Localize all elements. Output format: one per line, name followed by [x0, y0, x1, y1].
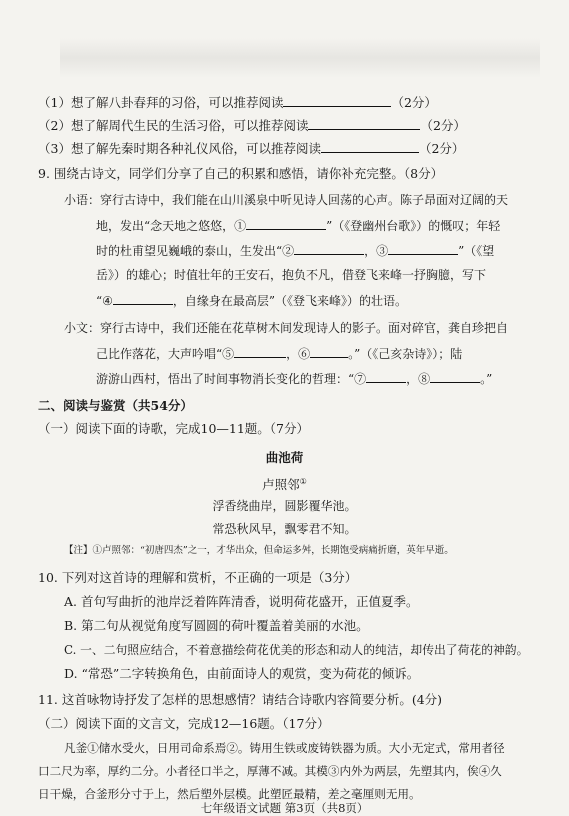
answer-blank-2[interactable]	[294, 242, 364, 255]
poem-line-1: 浮香绕曲岸，圆影覆华池。	[212, 499, 357, 513]
text: ，⑧	[406, 372, 431, 386]
q8-item-1-text: （1）想了解八卦春拜的习俗，可以推荐阅读	[38, 95, 284, 110]
page-footer: 七年级语文试题 第3页（共8页）	[200, 801, 369, 815]
answer-blank-5[interactable]	[234, 345, 286, 358]
passage-line-2: 口二尺为率，厚约二分。小者径口半之，厚薄不减。其模③内外为两层，先塑其内，俟④久	[38, 764, 502, 778]
q9-xiaowen-line-3	[96, 370, 492, 387]
poem-line-2: 常恐秋风早，飘零君不知。	[212, 522, 357, 536]
q8-item-3	[38, 140, 464, 157]
text: 地，发出“念天地之悠悠，①	[96, 219, 247, 233]
q10-option-d[interactable]: D. “常恐”二字转换角色，由前面诗人的观赏，变为荷花的倾诉。	[64, 666, 420, 681]
passage-line-3: 日干燥，合釜形分寸于上，然后塑外层模。此塑匠最精，差之毫厘则无用。	[38, 787, 421, 801]
poem-title: 曲池荷	[265, 450, 304, 465]
text: ，③	[364, 244, 389, 258]
answer-blank-7[interactable]	[366, 370, 406, 383]
poem-note: 【注】①卢照邻：“初唐四杰”之一，才华出众，但命运多舛，长期饱受病痛折磨，英年早逝。	[64, 545, 454, 556]
text: “④	[96, 294, 113, 308]
q9-xiaoyu-line-2	[96, 217, 500, 234]
score: （2分）	[420, 118, 466, 133]
section-2-sub1: （一）阅读下面的诗歌，完成10—11题。（7分）	[38, 421, 310, 436]
text: ，⑥	[286, 347, 311, 361]
answer-blank-4[interactable]	[113, 292, 173, 305]
score: （2分）	[391, 95, 437, 110]
q10-option-b[interactable]: B. 第二句从视觉角度写圆圆的荷叶覆盖着美丽的水池。	[64, 618, 369, 633]
text: 。”（《己亥杂诗》）；陆	[348, 347, 463, 361]
q9-title: 9. 围绕古诗文，同学们分享了自己的积累和感悟，请你补充完整。（8分）	[38, 166, 444, 181]
answer-blank-1[interactable]	[246, 217, 326, 230]
q8-item-1	[38, 94, 437, 111]
poem-author-name: 卢照邻	[262, 477, 300, 493]
q8-item-3-text: （3）想了解先秦时期各种礼仪风俗，可以推荐阅读	[38, 141, 321, 156]
poem-author	[0, 474, 569, 493]
poem-author-note-mark: ①	[299, 477, 307, 486]
q9-xiaoyu-line-1: 小语：穿行古诗中，我们能在山川溪泉中听见诗人回荡的心声。陈子昂面对辽阔的天	[64, 193, 509, 207]
answer-blank[interactable]	[321, 140, 419, 153]
section-2-heading: 二、阅读与鉴赏（共54分）	[38, 398, 193, 413]
score: （2分）	[418, 141, 465, 156]
q9-xiaoyu-line-5	[96, 292, 407, 309]
q8-item-2	[38, 117, 466, 134]
q9-xiaowen-line-1: 小文：穿行古诗中，我们还能在花草树木间发现诗人的影子。面对碎官，龚自珍把自	[64, 321, 509, 335]
q9-xiaoyu-line-4: 岳》）的雄心；时值壮年的王安石，抱负不凡，借登飞来峰一抒胸臆，写下	[96, 268, 487, 282]
text: 游游山西村，悟出了时间事物消长变化的哲理：“⑦	[96, 372, 367, 386]
answer-blank[interactable]	[283, 94, 391, 107]
answer-blank[interactable]	[308, 117, 420, 130]
text: ，自缘身在最高层”（《登飞来峰》）的壮语。	[172, 294, 408, 308]
q11-stem: 11. 这首咏物诗抒发了怎样的思想感情？请结合诗歌内容简要分析。(4分)	[38, 692, 443, 707]
q9-xiaoyu-line-3	[96, 242, 494, 259]
q9-xiaowen-line-2	[96, 345, 462, 362]
text: ”（《登幽州台歌》）的慨叹；年轻	[326, 219, 501, 233]
text: 己比作落花，大声吟唱“⑤	[96, 347, 235, 361]
answer-blank-8[interactable]	[430, 370, 480, 383]
scan-smear	[60, 38, 540, 78]
passage-line-1: 凡釜①储水受火，日用司命系焉②。铸用生铁或废铸铁器为质。大小无定式，常用者径	[64, 741, 505, 755]
text: 时的杜甫望见巍峨的泰山，生发出“②	[96, 244, 295, 258]
q8-item-2-text: （2）想了解周代生民的生活习俗，可以推荐阅读	[38, 118, 309, 133]
q10-option-c[interactable]: C. 一、二句照应结合，不着意描绘荷花优美的形态和动人的纯洁，却传出了荷花的神韵。	[64, 643, 529, 657]
text: ”（《望	[458, 244, 495, 258]
text: 。”	[480, 372, 493, 386]
sub2-heading: （二）阅读下面的文言文，完成12—16题。（17分）	[38, 716, 330, 731]
q10-option-a[interactable]: A. 首句写曲折的池岸泛着阵阵清香，说明荷花盛开，正值夏季。	[64, 594, 419, 609]
answer-blank-3[interactable]	[388, 242, 458, 255]
answer-blank-6[interactable]	[310, 345, 348, 358]
q10-stem: 10. 下列对这首诗的理解和赏析，不正确的一项是（3分）	[38, 570, 358, 585]
